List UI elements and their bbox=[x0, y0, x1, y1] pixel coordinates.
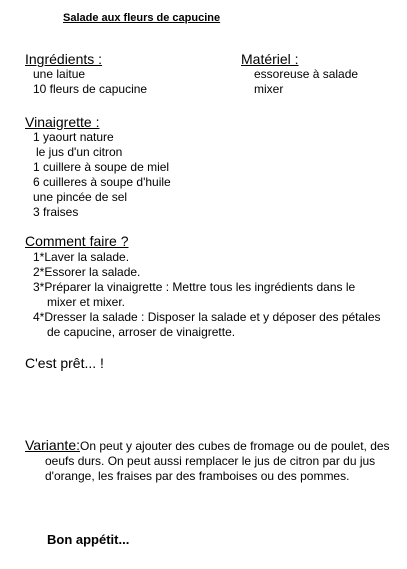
vinaigrette-item: 1 cuillere à soupe de miel bbox=[33, 160, 170, 174]
ready-text: C'est prêt... ! bbox=[25, 355, 104, 371]
vinaigrette-item: 3 fraises bbox=[33, 205, 79, 219]
recipe-title: Salade aux fleurs de capucine bbox=[63, 12, 221, 24]
materiel-heading: Matériel : bbox=[241, 51, 299, 67]
materiel-item: essoreuse à salade bbox=[254, 67, 359, 81]
ingredient-item: une laitue bbox=[33, 67, 86, 81]
ingredient-item: 10 fleurs de capucine bbox=[33, 82, 148, 96]
closing-text: Bon appétit... bbox=[47, 532, 130, 547]
vinaigrette-item: 6 cuilleres à soupe d'huile bbox=[33, 175, 171, 189]
step-item: 4*Dresser la salade : Disposer la salade et y déposer des pétales de capucine, arroser de vinaigrette. bbox=[33, 310, 381, 339]
step-item: 3*Préparer la vinaigrette : Mettre tous les ingrédients dans le mixer et mixer. bbox=[33, 280, 356, 309]
vinaigrette-item: une pincée de sel bbox=[33, 190, 128, 204]
variante-text: On peut y ajouter des cubes de fromage ou de poulet, des oeufs durs. On peut aussi remplacer le jus de citron par du jus d'orange, les fraises par des framboises ou des pommes. bbox=[45, 439, 390, 483]
vinaigrette-item: 1 yaourt nature bbox=[33, 130, 114, 144]
variante-block bbox=[25, 438, 395, 484]
step-item: 2*Essorer la salade. bbox=[33, 265, 141, 279]
steps-heading: Comment faire ? bbox=[25, 233, 129, 249]
ingredients-heading: Ingrédients : bbox=[25, 51, 103, 67]
vinaigrette-item: le jus d'un citron bbox=[36, 145, 123, 159]
step-item: 1*Laver la salade. bbox=[33, 250, 130, 264]
variante-heading: Variante: bbox=[25, 437, 80, 453]
materiel-item: mixer bbox=[254, 82, 284, 96]
vinaigrette-heading: Vinaigrette : bbox=[25, 114, 100, 130]
